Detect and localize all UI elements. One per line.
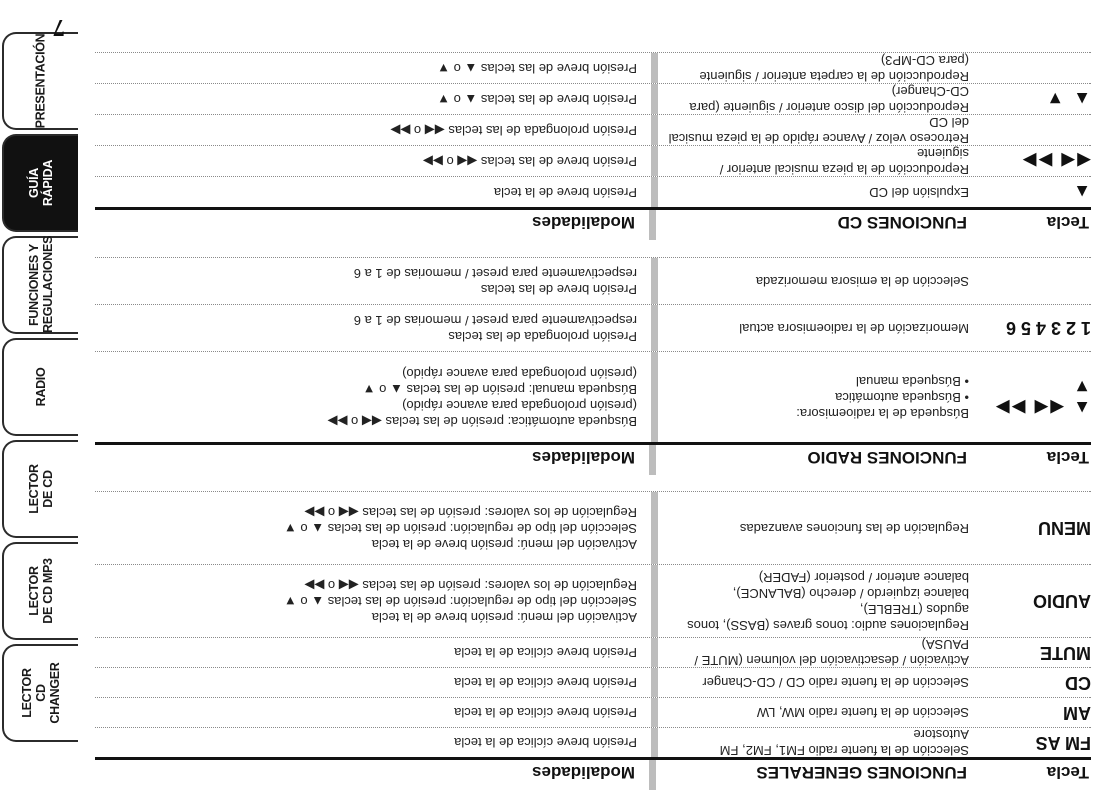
header-mode: Modalidades [532,448,635,467]
key-label: FM AS [1035,733,1091,753]
seek-keys-icon: ◀◀ ▶▶ [1020,151,1091,172]
header-mode: Modalidades [532,213,635,232]
header-function: FUNCIONES GENERALES [649,760,979,790]
key-label: CD [1065,673,1091,693]
function-text: Expulsión del CD [651,177,981,207]
tab-funciones-regulaciones[interactable] [2,236,78,334]
tab-lector-cd-mp3[interactable] [2,542,78,640]
tab-lector-cd[interactable] [2,440,78,538]
function-text: Selección de la fuente radio FM1, FM2, FM Autostore [651,728,981,757]
mode-text: Presión breve de las teclas ▲ o ▼ [437,61,637,76]
tab-lector-cd-changer[interactable] [2,644,78,742]
function-text: Regulación de las funciones avanzadas [651,492,981,564]
mode-text: Presión prolongada de las teclas respectivamente para preset / memorias de 1 a 6 [353,313,637,344]
key-label: AM [1063,703,1091,723]
mode-text: Activación del menú: presión breve de la tecla Selección del tipo de regulación: presión de las teclas ▲ o ▼ Regulación de los valores: presión de las teclas ◀◀ o ▶▶ [283,505,637,552]
table-row [95,697,1091,727]
function-text: Retroceso veloz / Avance rápido de la pieza musical del CD [651,115,981,145]
table-row [95,667,1091,697]
key-label [981,115,1091,145]
section-tabs [0,0,82,800]
page-number: 7 [53,14,65,40]
eject-icon: ▲ [1071,182,1091,203]
key-label: AUDIO [1033,591,1091,612]
function-text: Reproducción de la pieza musical anterior / siguiente [651,146,981,176]
function-text: Selección de la fuente radio MW, LW [651,698,981,727]
general-functions-table [95,491,1091,790]
key-label: 1 2 3 4 5 6 [1005,318,1091,339]
function-text: Reproducción del disco anterior / siguiente (para CD-Changer) [651,84,981,114]
function-text: Memorización de la radioemisora actual [651,305,981,351]
tab-label: LECTOR DE CD [27,464,55,514]
table-row [95,114,1091,145]
mode-text: Presión prolongada de las teclas ◀◀ o ▶▶ [390,123,637,138]
function-text: Regulaciones audio: tonos graves (BASS), tonos agudos (TREBLE), balance izquierdo / derecho (BALANCE), balance anterior / posterior (FADER) [651,565,981,637]
tab-label: LECTOR CD CHANGER [20,662,62,724]
header-key: Tecla [1046,763,1089,782]
mode-text: Presión breve cíclica de la tecla [454,705,637,721]
table-header [95,757,1091,790]
function-text: Activación / desactivación del volumen (MUTE / PAUSA) [651,638,981,667]
table-row [95,52,1091,83]
mode-text: Búsqueda automática: presión de las teclas ◀◀ o ▶▶ (presión prolongada para avance rápido) Búsqueda manual: presión de las teclas ▲ o ▼ (presión prolongada para avance rápido) [327,366,637,429]
function-text: Reproducción de la carpeta anterior / siguiente (para CD-MP3) [651,53,981,83]
table-row [95,564,1091,637]
function-text: Búsqueda de la radioemisora: • Búsqueda automática • Búsqueda manual [651,352,981,442]
header-mode: Modalidades [532,763,635,782]
table-row [95,257,1091,304]
up-down-keys-icon: ▲ ▼ [1044,89,1091,110]
mode-text: Presión breve de las teclas respectivamente para preset / memorias de 1 a 6 [353,266,637,297]
mode-text: Presión breve cíclica de la tecla [454,645,637,661]
table-header [95,207,1091,240]
function-text: Selección de la emisora memorizada [651,258,981,304]
header-key: Tecla [1046,448,1089,467]
table-row [95,727,1091,757]
mode-text: Presión breve de las teclas ◀◀ o ▶▶ [422,154,637,169]
table-row [95,304,1091,351]
function-text: Selección de la fuente radio CD / CD-Changer [651,668,981,697]
mode-text: Presión breve cíclica de la tecla [454,675,637,691]
tab-label: PRESENTACIÓN [33,33,48,129]
mode-text: Activación del menú: presión breve de la tecla Selección del tipo de regulación: presión de las teclas ▲ o ▼ Regulación de los valores: presión de las teclas ◀◀ o ▶▶ [283,578,637,625]
cd-functions-table [95,52,1091,240]
tab-radio[interactable] [2,338,78,436]
table-header [95,442,1091,475]
tab-guia-rapida[interactable] [2,134,78,232]
tab-presentacion[interactable] [2,32,78,130]
mode-text: Presión breve de las teclas ▲ o ▼ [437,92,637,107]
header-function: FUNCIONES RADIO [649,445,979,475]
key-label [981,53,1091,83]
mode-text: Presión breve cíclica de la tecla [454,735,637,751]
table-row [95,176,1091,207]
tab-label: RADIO [34,367,48,407]
table-row [95,491,1091,564]
tab-label: GUÍA RÁPIDA [27,159,55,207]
key-label [981,258,1091,304]
tab-label: FUNCIONES Y REGULACIONES [27,235,55,333]
radio-functions-table [95,257,1091,475]
table-row [95,351,1091,442]
key-label: MENU [1038,518,1091,539]
mode-text: Presión breve de la tecla [493,185,637,200]
table-row [95,637,1091,667]
key-label: MUTE [1040,643,1091,663]
table-row [95,145,1091,176]
arrow-keys-icon: ▲ ◀◀ ▶▶ ▼ [993,377,1091,418]
tab-label: LECTOR DE CD MP3 [27,558,55,624]
table-row [95,83,1091,114]
header-key: Tecla [1046,213,1089,232]
header-function: FUNCIONES CD [649,210,979,240]
